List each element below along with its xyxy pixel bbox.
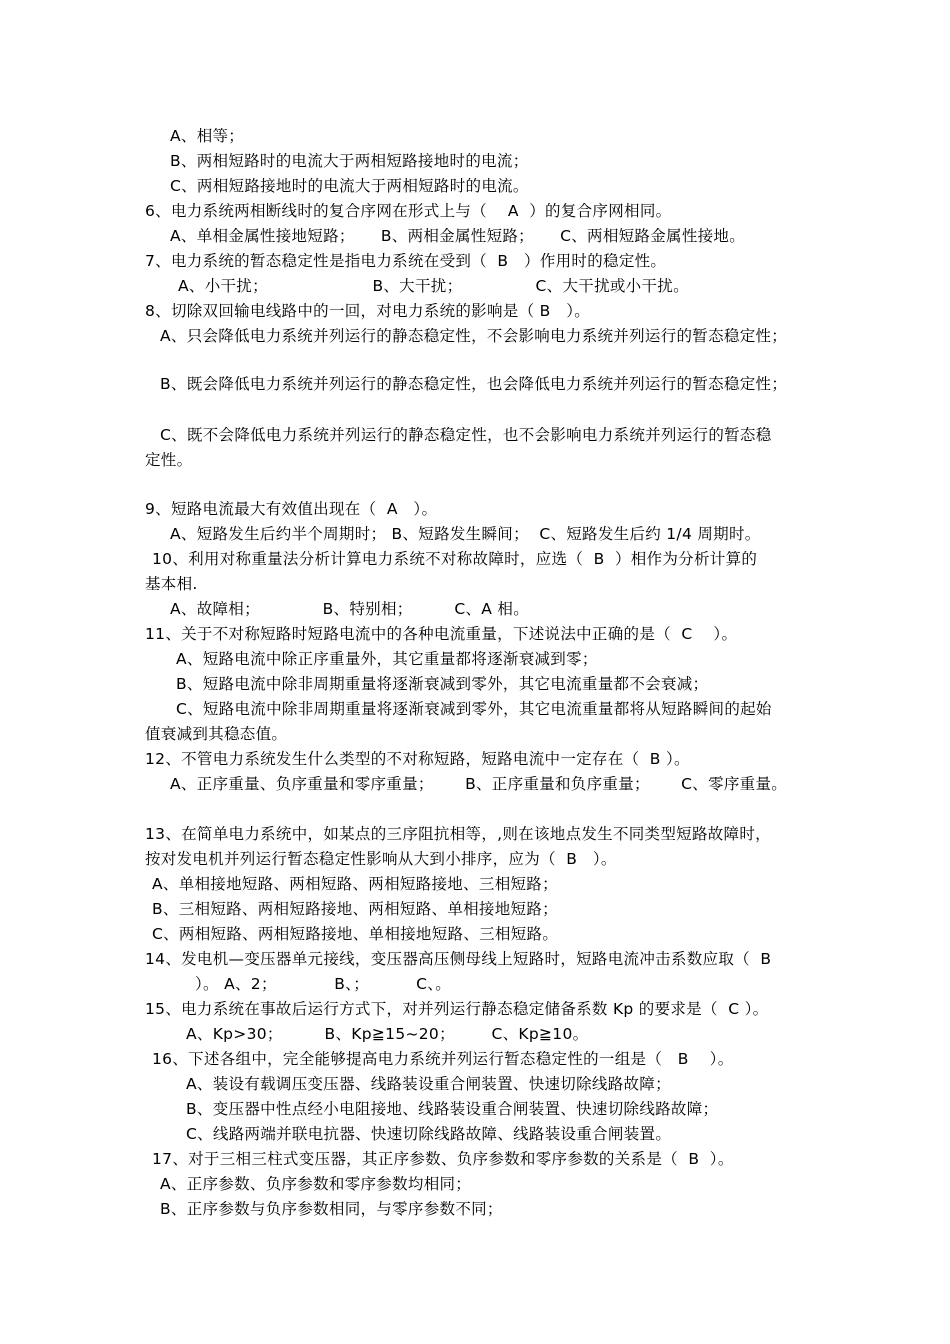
q11-text: 11、关于不对称短路时短路电流中的各种电流重量，下述说法中正确的是（ C ）。 — [145, 625, 738, 643]
q8-text: 8、切除双回输电线路中的一回，对电力系统的影响是（ B ）。 — [145, 302, 591, 320]
q7-options: A、小干扰； B、大干扰； C、大干扰或小干扰。 — [178, 277, 689, 295]
q14-text: 14、发电机—变压器单元接线，变压器高压侧母线上短路时，短路电流冲击系数应取（ B — [145, 950, 772, 968]
q13-option-c: C、两相短路、两相短路接地、单相接地短路、三相短路。 — [152, 925, 559, 943]
q11-option-c-cont: 值衰减到其稳态值。 — [145, 725, 288, 743]
q9-text: 9、短路电流最大有效值出现在（ A ）。 — [145, 500, 438, 518]
q16-option-c: C、线路两端并联电抗器、快速切除线路故障、线路装设重合闸装置。 — [186, 1125, 672, 1143]
q12-options: A、正序重量、负序重量和零序重量； B、正序重量和负序重量； C、零序重量。 — [170, 775, 788, 793]
q8-option-c-cont: 定性。 — [145, 451, 193, 469]
q13-option-a: A、单相接地短路、两相短路、两相短路接地、三相短路； — [152, 875, 558, 893]
q13-text: 13、在简单电力系统中，如某点的三序阻抗相等，,则在该地点发生不同类型短路故障时， — [145, 825, 771, 843]
q17-text: 17、对于三相三柱式变压器，其正序参数、负序参数和零序参数的关系是（ B ）。 — [152, 1150, 734, 1168]
q17-option-b: B、正序参数与负序参数相同，与零序参数不同； — [160, 1200, 503, 1218]
q10-options: A、故障相； B、特别相； C、A 相。 — [170, 600, 530, 618]
q17-option-a: A、正序参数、负序参数和零序参数均相同； — [160, 1175, 472, 1193]
q7-text: 7、电力系统的暂态稳定性是指电力系统在受到（ B ）作用时的稳定性。 — [145, 252, 667, 270]
q16-option-a: A、装设有载调压变压器、线路装设重合闸装置、快速切除线路故障； — [186, 1075, 671, 1093]
q16-text: 16、下述各组中，完全能够提高电力系统并列运行暂态稳定性的一组是（ B ）。 — [152, 1050, 734, 1068]
q5-option-a: A、相等； — [170, 127, 245, 145]
q11-option-a: A、短路电流中除正序重量外，其它重量都将逐渐衰减到零； — [176, 650, 598, 668]
q9-options: A、短路发生后约半个周期时； B、短路发生瞬间； C、短路发生后约 1/4 周期时。 — [170, 525, 761, 543]
q6-text: 6、电力系统两相断线时的复合序网在形式上与（ A ）的复合序网相同。 — [145, 202, 672, 220]
q16-option-b: B、变压器中性点经小电阻接地、线路装设重合闸装置、快速切除线路故障； — [186, 1100, 719, 1118]
q8-option-c: C、既不会降低电力系统并列运行的静态稳定性，也不会影响电力系统并列运行的暂态稳 — [160, 426, 772, 444]
q13-option-b: B、三相短路、两相短路接地、两相短路、单相接地短路； — [152, 900, 558, 918]
q11-option-b: B、短路电流中除非周期重量将逐渐衰减到零外，其它电流重量都不会衰减； — [176, 675, 709, 693]
q5-option-b: B、两相短路时的电流大于两相短路接地时的电流； — [170, 152, 529, 170]
q12-text: 12、不管电力系统发生什么类型的不对称短路，短路电流中一定存在（ B ）。 — [145, 750, 690, 768]
q10-text: 10、利用对称重量法分析计算电力系统不对称故障时，应选（ B ）相作为分析计算的 — [152, 550, 758, 568]
q5-option-c: C、两相短路接地时的电流大于两相短路时的电流。 — [170, 177, 529, 195]
q8-option-a: A、只会降低电力系统并列运行的静态稳定性，不会影响电力系统并列运行的暂态稳定性； — [160, 327, 788, 345]
q15-text: 15、电力系统在事故后运行方式下，对并列运行静态稳定储备系数 Kp 的要求是（ C ）。 — [145, 1000, 769, 1018]
q15-options: A、Kp>30； B、Kp≧15~20； C、Kp≧10。 — [186, 1025, 589, 1043]
q11-option-c: C、短路电流中除非周期重量将逐渐衰减到零外，其它电流重量都将从短路瞬间的起始 — [176, 700, 772, 718]
q10-text-cont: 基本相. — [145, 575, 198, 593]
q13-text-cont: 按对发电机并列运行暂态稳定性影响从大到小排序，应为（ B ）。 — [145, 850, 617, 868]
q6-options: A、单相金属性接地短路； B、两相金属性短路； C、两相短路金属性接地。 — [170, 227, 746, 245]
q14-options: ）。 A、2； B、； C、。 — [195, 975, 452, 993]
q8-option-b: B、既会降低电力系统并列运行的静态稳定性，也会降低电力系统并列运行的暂态稳定性； — [160, 375, 788, 393]
